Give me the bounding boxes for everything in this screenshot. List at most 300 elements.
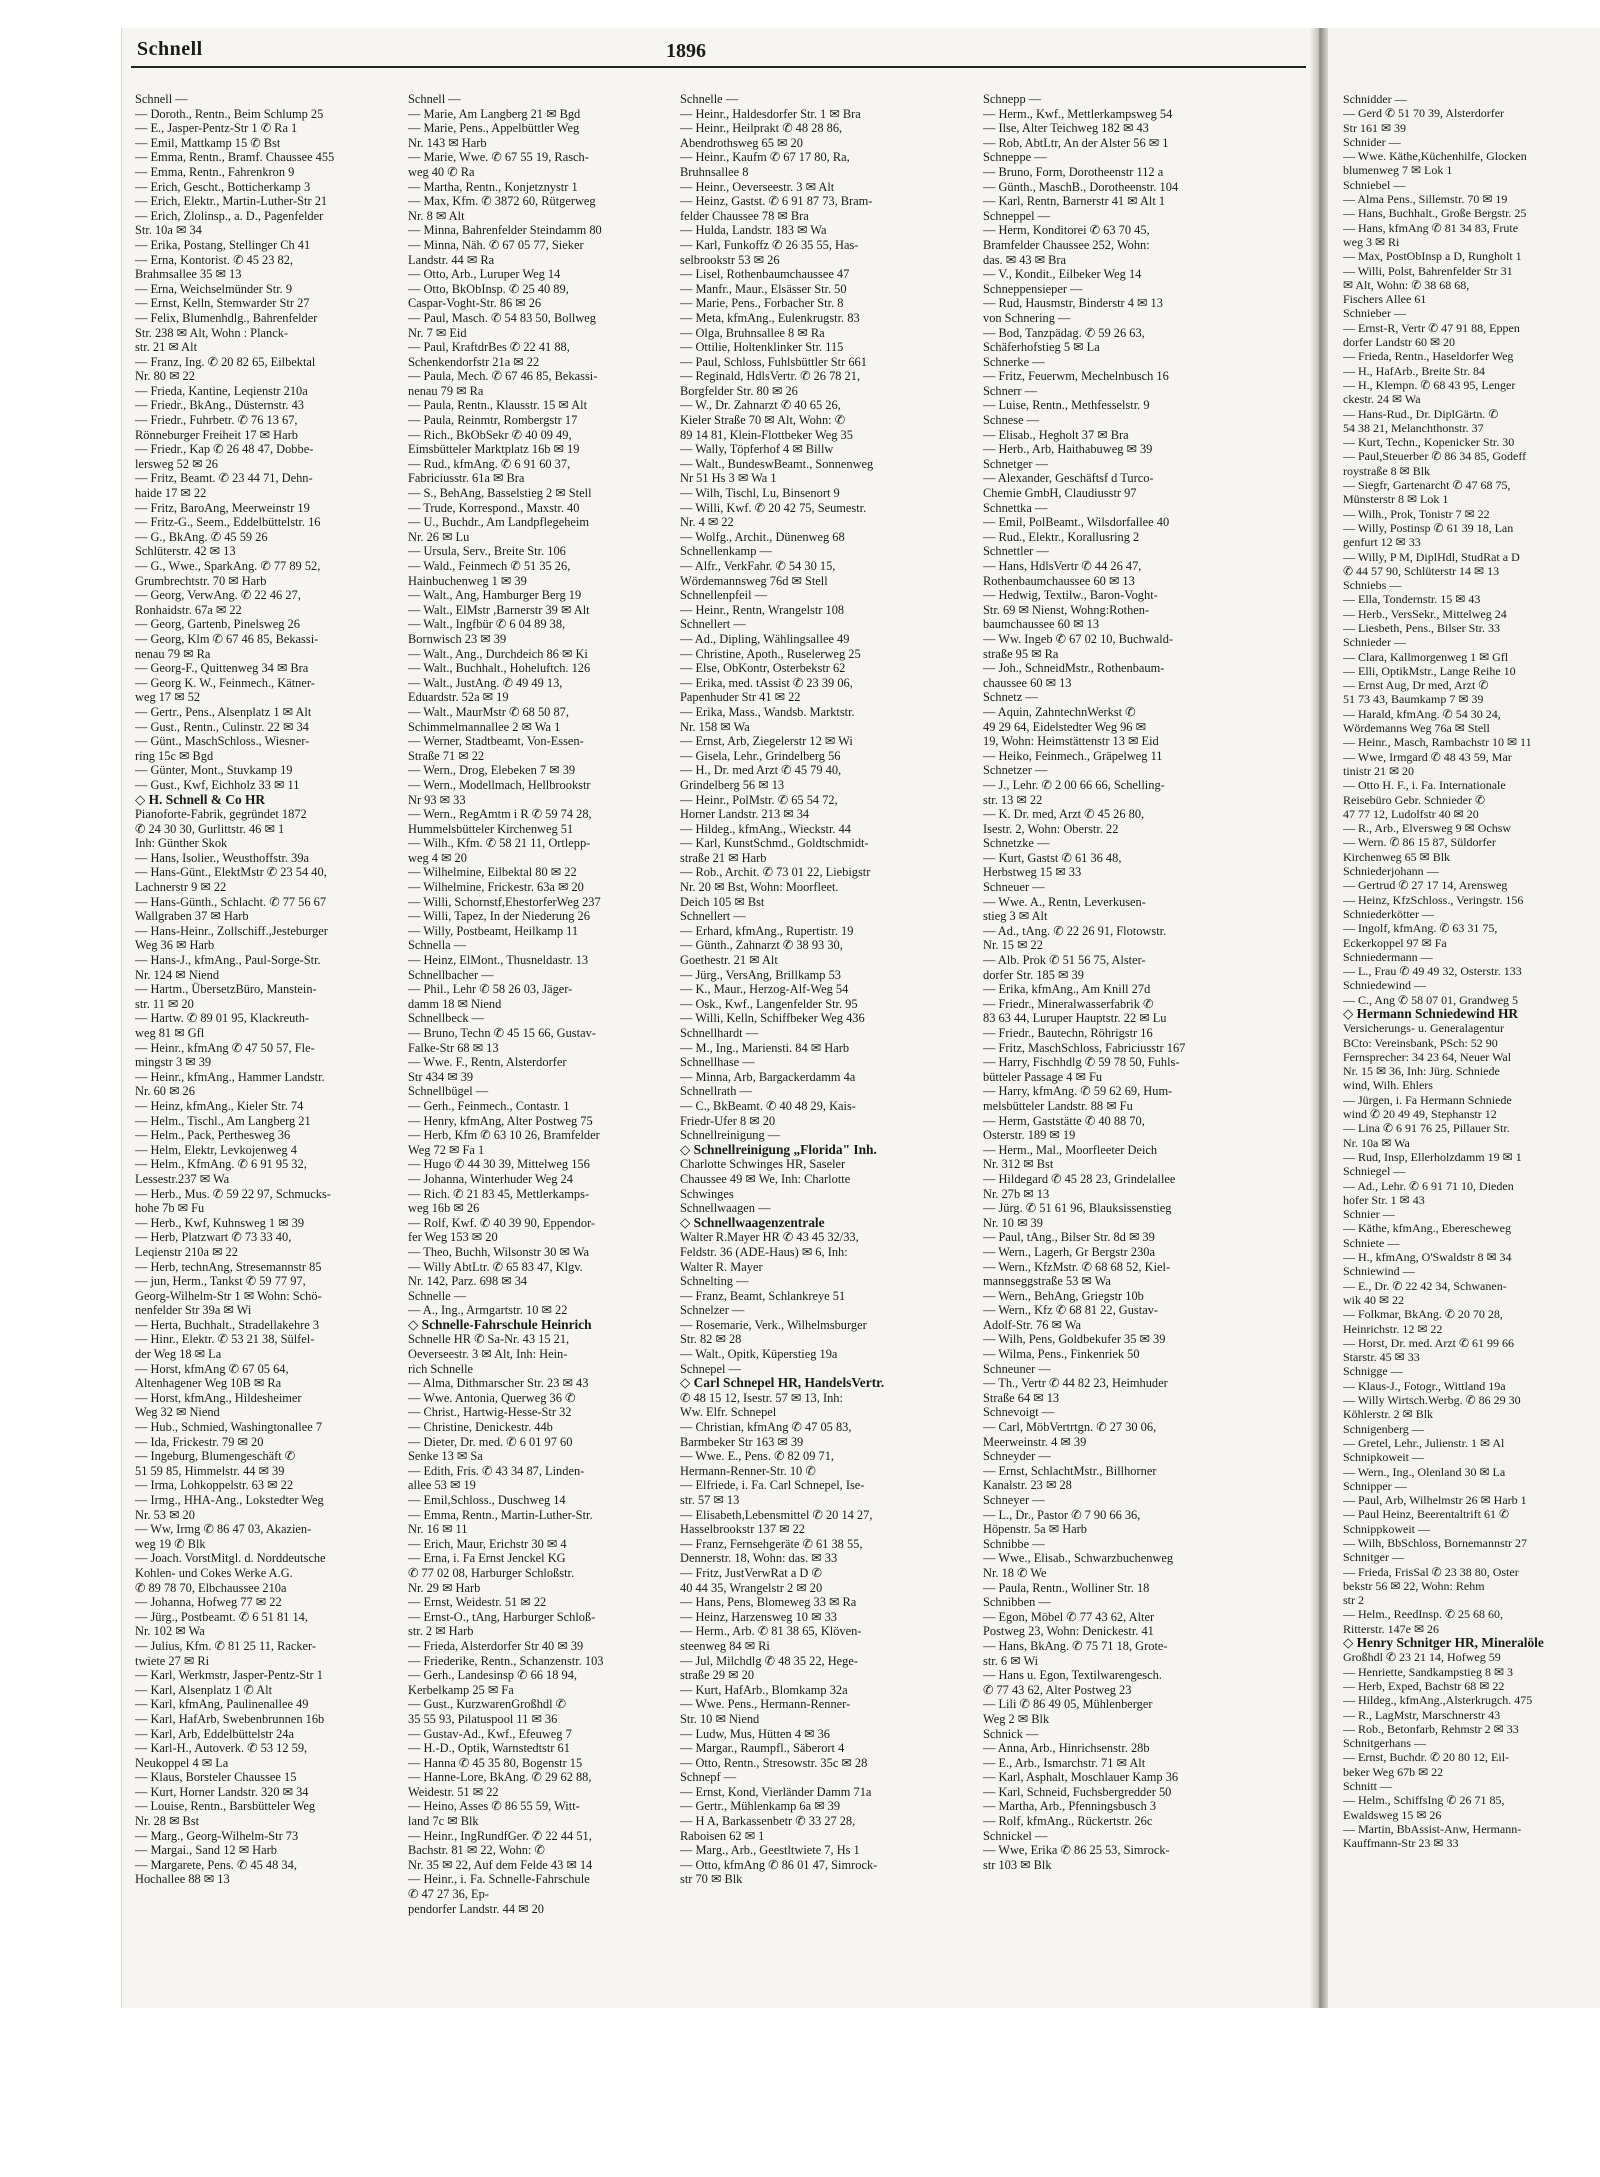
directory-entry-line: — Martha, Arb., Pfenningsbusch 3 bbox=[983, 1799, 1157, 1814]
directory-entry-line: hofer Str. 1 ✉ 43 bbox=[1343, 1192, 1425, 1207]
directory-entry-line: Friedr-Ufer 8 ✉ 20 bbox=[680, 1113, 776, 1128]
directory-entry-line: Nr. 142, Parz. 698 ✉ 34 bbox=[408, 1274, 528, 1289]
directory-entry-line: — Otto, kfmAng ✆ 86 01 47, Simrock- bbox=[680, 1857, 878, 1872]
directory-entry-line: — Olga, Bruhnsallee 8 ✉ Ra bbox=[680, 325, 825, 340]
directory-entry-line: — Kurt, HafArb., Blomkamp 32a bbox=[680, 1682, 848, 1697]
directory-entry-line: Nr. 80 ✉ 22 bbox=[135, 369, 195, 384]
directory-entry-line: Deich 105 ✉ Bst bbox=[680, 894, 765, 909]
directory-entry-line: Schnitt — bbox=[1343, 1779, 1393, 1794]
directory-entry-line: — Walt., Buchhalt., Hoheluftch. 126 bbox=[408, 661, 591, 676]
directory-entry-line: Schnipkoweit — bbox=[1343, 1450, 1424, 1465]
directory-entry-line: — Franz, Fernsehgeräte ✆ 61 38 55, bbox=[680, 1536, 863, 1551]
directory-entry-line: — Klaus-J., Fotogr., Wittland 19a bbox=[1343, 1378, 1506, 1393]
directory-entry-line: — Frieda, Alsterdorfer Str 40 ✉ 39 bbox=[408, 1638, 584, 1653]
directory-entry-line: Schniederkötter — bbox=[1343, 906, 1434, 921]
directory-entry-line: 51 59 85, Himmelstr. 44 ✉ 39 bbox=[135, 1463, 285, 1478]
header-rule bbox=[131, 66, 1306, 68]
directory-entry-line: — Gertr., Pens., Alsenplatz 1 ✉ Alt bbox=[135, 704, 312, 719]
directory-entry-line: Schniete — bbox=[1343, 1235, 1400, 1250]
directory-entry-line: — Rosemarie, Verk., Wilhelmsburger bbox=[680, 1317, 867, 1332]
directory-entry-line: Wördemannsweg 76d ✉ Stell bbox=[680, 573, 828, 588]
directory-entry-line: Landstr. 44 ✉ Ra bbox=[408, 252, 495, 267]
directory-entry-line: damm 18 ✉ Niend bbox=[408, 996, 502, 1011]
directory-entry-line: Schnidder — bbox=[1343, 92, 1407, 106]
directory-entry-line: — Heinr., Haldesdorfer Str. 1 ✉ Bra bbox=[680, 106, 861, 121]
directory-entry-line: — Otto, Rentn., Stresowstr. 35c ✉ 28 bbox=[680, 1755, 868, 1770]
directory-entry-line: — Wwe. Pens., Hermann-Renner- bbox=[680, 1697, 851, 1712]
directory-entry-line: Neukoppel 4 ✉ La bbox=[135, 1755, 229, 1770]
directory-entry-line: — Hildeg., kfmAng.,Alsterkrugch. 475 bbox=[1343, 1693, 1533, 1708]
book-spine bbox=[1310, 28, 1328, 2008]
directory-entry-line: — Helm, Elektr, Levkojenweg 4 bbox=[135, 1142, 297, 1157]
directory-entry-line: — Hans-Günt., ElektMstr ✆ 23 54 40, bbox=[135, 865, 327, 880]
directory-entry-line: — Jürg. ✆ 51 61 96, Blauksissenstieg bbox=[983, 1201, 1172, 1216]
directory-entry-line: — Heinr., Masch, Rambachstr 10 ✉ 11 bbox=[1343, 735, 1532, 750]
directory-entry-line: — Helm., Tischl., Am Langberg 21 bbox=[135, 1113, 311, 1128]
directory-entry-line: — Alexander, Geschäftsf d Turco- bbox=[983, 471, 1154, 486]
directory-entry-line: ckestr. 24 ✉ Wa bbox=[1343, 392, 1421, 407]
directory-entry-line: — Karl, Alsenplatz 1 ✆ Alt bbox=[135, 1682, 273, 1697]
directory-entry-line: Feldstr. 36 (ADE-Haus) ✉ 6, Inh: bbox=[680, 1244, 848, 1259]
directory-entry-line: — Max, Kfm. ✆ 3872 60, Rütgerweg bbox=[408, 194, 596, 209]
directory-entry-line: — Minna, Bahrenfelder Steindamm 80 bbox=[408, 223, 602, 238]
directory-entry-line: — Herb, technAng, Stresemannstr 85 bbox=[135, 1259, 322, 1274]
directory-entry-line: — Joach. VorstMitgl. d. Norddeutsche bbox=[135, 1551, 326, 1566]
directory-entry-line: Schnepp — bbox=[983, 92, 1042, 106]
directory-entry-line: — Wally, Töpferhof 4 ✉ Billw bbox=[680, 442, 834, 457]
directory-entry-line: — Ad., tAng. ✆ 22 26 91, Flotowstr. bbox=[983, 923, 1167, 938]
directory-entry-line: — Hans-Günth., Schlacht. ✆ 77 56 67 bbox=[135, 894, 327, 909]
directory-entry-line: — H., Klempn. ✆ 68 43 95, Lenger bbox=[1343, 377, 1516, 392]
directory-entry-line: Abendrothsweg 65 ✉ 20 bbox=[680, 135, 803, 150]
directory-entry-line: — Paul, KraftdrBes ✆ 22 41 88, bbox=[408, 340, 570, 355]
directory-entry-line: weg 16b ✉ 26 bbox=[408, 1201, 480, 1216]
directory-entry-line: — Hans-J., kfmAng., Paul-Sorge-Str. bbox=[135, 953, 321, 968]
directory-entry-line: — Ernst, Arb, Ziegelerstr 12 ✉ Wi bbox=[680, 734, 853, 749]
directory-entry-line: Chemie GmbH, Claudiusstr 97 bbox=[983, 486, 1137, 501]
directory-entry-line: weg 81 ✉ Gfl bbox=[135, 1026, 205, 1040]
directory-entry-line: Schimmelmannallee 2 ✉ Wa 1 bbox=[408, 719, 561, 734]
directory-entry-line: Str. 10 ✉ Niend bbox=[680, 1711, 760, 1726]
directory-entry-line: — Herm., Kwf., Mettlerkampsweg 54 bbox=[983, 106, 1173, 121]
directory-entry-line: — Erich, Elektr., Martin-Luther-Str 21 bbox=[135, 194, 328, 209]
directory-entry-line: Grumbrechtstr. 70 ✉ Harb bbox=[135, 573, 267, 588]
directory-entry-line: — Rolf, kfmAng., Rückertstr. 26c bbox=[983, 1814, 1153, 1829]
directory-column-3 bbox=[680, 92, 940, 1997]
directory-entry-line: — Wilhelmine, Eilbektal 80 ✉ 22 bbox=[408, 865, 577, 880]
directory-entry-line: — Wilma, Pens., Finkenriek 50 bbox=[983, 1347, 1140, 1362]
directory-entry-line: — Käthe, kfmAng., Eberescheweg bbox=[1343, 1221, 1511, 1236]
directory-entry-line: Schnella — bbox=[408, 938, 467, 953]
directory-entry-line: ◇ Henry Schnitger HR, Mineralöle bbox=[1343, 1636, 1544, 1651]
directory-entry-line: Nr. 27b ✉ 13 bbox=[983, 1186, 1050, 1201]
directory-entry-line: — Heinr., kfmAng ✆ 47 50 57, Fle- bbox=[135, 1040, 315, 1055]
directory-entry-line: — Horst, kfmAng., Hildesheimer bbox=[135, 1390, 302, 1405]
directory-entry-line: — Rob., Archit. ✆ 73 01 22, Liebigstr bbox=[680, 865, 871, 880]
directory-entry-line: — J., Lehr. ✆ 2 00 66 66, Schelling- bbox=[983, 777, 1165, 792]
directory-entry-line: ✆ 48 15 12, Isestr. 57 ✉ 13, Inh: bbox=[680, 1390, 843, 1405]
directory-entry-line: — Ad., Lehr. ✆ 6 91 71 10, Dieden bbox=[1343, 1178, 1514, 1193]
directory-entry-line: — Werner, Stadtbeamt, Von-Essen- bbox=[408, 734, 584, 749]
directory-entry-line: — Franz, Ing. ✆ 20 82 65, Eilbektal bbox=[135, 354, 316, 369]
directory-entry-line: — Ella, Tondernstr. 15 ✉ 43 bbox=[1343, 592, 1481, 607]
directory-entry-line: — Ernst, SchlachtMstr., Billhorner bbox=[983, 1463, 1157, 1478]
directory-entry-line: ring 15c ✉ Bgd bbox=[135, 748, 214, 763]
directory-entry-line: Nr. 29 ✉ Harb bbox=[408, 1580, 481, 1595]
directory-entry-line: Schniebs — bbox=[1343, 578, 1402, 593]
directory-entry-line: Schnider — bbox=[1343, 134, 1401, 149]
directory-entry-line: Schlüterstr. 42 ✉ 13 bbox=[135, 544, 236, 559]
directory-entry-line: Schnellert — bbox=[680, 617, 746, 632]
directory-entry-line: Fabriciusstr. 61a ✉ Bra bbox=[408, 471, 525, 486]
directory-entry-line: — Ursula, Serv., Breite Str. 106 bbox=[408, 544, 566, 559]
directory-entry-line: — Herb., Mus. ✆ 59 22 97, Schmucks- bbox=[135, 1186, 331, 1201]
directory-entry-line: twiete 27 ✉ Ri bbox=[135, 1653, 210, 1668]
directory-entry-line: Hasselbrookstr 137 ✉ 22 bbox=[680, 1522, 805, 1537]
directory-entry-line: Str 161 ✉ 39 bbox=[1343, 120, 1407, 135]
directory-entry-line: — Folkmar, BkAng. ✆ 20 70 28, bbox=[1343, 1307, 1503, 1322]
directory-entry-line: — Martin, BbAssist-Anw, Hermann- bbox=[1343, 1821, 1522, 1836]
directory-entry-line: land 7c ✉ Blk bbox=[408, 1814, 479, 1829]
directory-entry-line: — Herb., Arb, Haithabuweg ✉ 39 bbox=[983, 442, 1153, 457]
directory-entry-line: — Jürgen, i. Fa Hermann Schniede bbox=[1343, 1092, 1512, 1107]
directory-entry-line: — Wern., Modellmach, Hellbrookstr bbox=[408, 777, 591, 792]
directory-entry-line: — Martha, Rentn., Konjetznystr 1 bbox=[408, 179, 578, 194]
directory-entry-line: Schniedermann — bbox=[1343, 949, 1433, 964]
directory-entry-line: — Hinr., Elektr. ✆ 53 21 38, Sülfel- bbox=[135, 1332, 315, 1347]
directory-entry-line: — A., Ing., Armgartstr. 10 ✉ 22 bbox=[408, 1303, 568, 1318]
directory-entry-line: — Hans, Isolier., Weusthoffstr. 39a bbox=[135, 850, 310, 865]
directory-entry-line: — Liesbeth, Pens., Bilser Str. 33 bbox=[1343, 620, 1500, 635]
directory-entry-line: Fernsprecher: 34 23 64, Neuer Wal bbox=[1343, 1049, 1512, 1064]
directory-entry-line: str 103 ✉ Blk bbox=[983, 1857, 1052, 1872]
directory-entry-line: — Erna, Kontorist. ✆ 45 23 82, bbox=[135, 252, 294, 267]
directory-entry-line: — Herb., Kwf, Kuhnsweg 1 ✉ 39 bbox=[135, 1215, 305, 1230]
directory-entry-line: — Minna, Arb, Bargackerdamm 4a bbox=[680, 1069, 856, 1084]
directory-entry-line: Schnelting — bbox=[680, 1274, 749, 1289]
directory-entry-line: Raboisen 62 ✉ 1 bbox=[680, 1828, 765, 1843]
directory-entry-line: Schnelle — bbox=[408, 1288, 467, 1303]
directory-entry-line: Köhlerstr. 2 ✉ Blk bbox=[1343, 1407, 1434, 1422]
directory-entry-line: Straße 64 ✉ 13 bbox=[983, 1390, 1060, 1405]
directory-entry-line: haide 17 ✉ 22 bbox=[135, 486, 207, 501]
directory-entry-line: 89 14 81, Klein-Flottbeker Weg 35 bbox=[680, 427, 853, 442]
directory-entry-line: Hermann-Renner-Str. 10 ✆ bbox=[680, 1463, 816, 1478]
directory-entry-line: — Gustav-Ad., Kwf., Efeuweg 7 bbox=[408, 1726, 572, 1741]
directory-entry-line: — Elfriede, i. Fa. Carl Schnepel, Ise- bbox=[680, 1478, 865, 1493]
directory-entry-line: Schnell — bbox=[408, 92, 461, 106]
directory-entry-line: — Helm., SchiffsIng ✆ 26 71 85, bbox=[1343, 1793, 1505, 1808]
directory-entry-line: Wördemanns Weg 76a ✉ Stell bbox=[1343, 721, 1490, 736]
directory-entry-line: Schniegel — bbox=[1343, 1164, 1406, 1179]
directory-entry-line: Schnetz — bbox=[983, 690, 1038, 705]
directory-entry-line: — Minna, Näh. ✆ 67 05 77, Sieker bbox=[408, 237, 584, 252]
running-head-name: Schnell bbox=[137, 38, 203, 60]
directory-entry-line: Schneyder — bbox=[983, 1449, 1051, 1464]
directory-entry-line: Schneuer — bbox=[983, 880, 1045, 895]
directory-entry-line: — Rob, AbtLtr, An der Alster 56 ✉ 1 bbox=[983, 135, 1169, 150]
directory-entry-line: Schnellreinigung — bbox=[680, 1128, 781, 1143]
directory-entry-line: — Ernst, Kelln, Stemwarder Str 27 bbox=[135, 296, 310, 311]
directory-entry-line: Ritterstr. 147e ✉ 26 bbox=[1343, 1621, 1440, 1636]
directory-entry-line: — Erika, Postang, Stellinger Ch 41 bbox=[135, 237, 311, 252]
directory-entry-line: str. 11 ✉ 20 bbox=[135, 996, 194, 1011]
directory-entry-line: 51 73 43, Baumkamp 7 ✉ 39 bbox=[1343, 692, 1484, 707]
directory-entry-line: straße 21 ✉ Harb bbox=[680, 850, 767, 865]
directory-entry-line: — Klaus, Borsteler Chaussee 15 bbox=[135, 1770, 297, 1785]
directory-entry-line: str. 57 ✉ 13 bbox=[680, 1493, 740, 1507]
directory-entry-line: — Elisabeth,Lebensmittel ✆ 20 14 27, bbox=[680, 1507, 873, 1522]
directory-entry-line: — Manfr., Maur., Elsässer Str. 50 bbox=[680, 281, 847, 296]
directory-entry-line: — Hub., Schmied, Washingtonallee 7 bbox=[135, 1420, 323, 1435]
directory-entry-line: — Marie, Am Langberg 21 ✉ Bgd bbox=[408, 106, 581, 121]
directory-entry-line: — Willi, Kwf. ✆ 20 42 75, Seumestr. bbox=[680, 500, 867, 515]
directory-column-4 bbox=[983, 92, 1303, 1997]
directory-entry-line: — E., Arb., Ismarchstr. 71 ✉ Alt bbox=[983, 1755, 1146, 1770]
directory-entry-line: ✉ Alt, Wohn: ✆ 38 68 68, bbox=[1343, 277, 1470, 292]
directory-entry-line: — Osk., Kwf., Langenfelder Str. 95 bbox=[680, 996, 858, 1011]
directory-entry-line: Nr. 8 ✉ Alt bbox=[408, 208, 465, 223]
directory-entry-line: — Willy, P M, DiplHdl, StudRat a D bbox=[1343, 549, 1520, 564]
directory-entry-line: wind ✆ 20 49 49, Stephanstr 12 bbox=[1343, 1107, 1497, 1122]
directory-entry-line: Schnell — bbox=[135, 92, 188, 106]
directory-entry-line: von Schnering — bbox=[983, 310, 1071, 325]
directory-entry-line: — Walt., MaurMstr ✆ 68 50 87, bbox=[408, 704, 569, 719]
directory-entry-line: — Elli, OptikMstr., Lange Reihe 10 bbox=[1343, 663, 1516, 678]
directory-entry-line: Eimsbütteler Marktplatz 16b ✉ 19 bbox=[408, 442, 580, 457]
directory-entry-line: — Georg, Gartenb, Pinelsweg 26 bbox=[135, 617, 300, 632]
directory-entry-line: — Trude, Korrespond., Maxstr. 40 bbox=[408, 500, 580, 515]
directory-entry-line: — Heinr., i. Fa. Schnelle-Fahrschule bbox=[408, 1872, 590, 1887]
directory-entry-line: — Ingeburg, Blumengeschäft ✆ bbox=[135, 1449, 296, 1464]
directory-entry-line: — Heinz, kfmAng., Kieler Str. 74 bbox=[135, 1098, 304, 1113]
directory-entry-line: — H., HafArb., Breite Str. 84 bbox=[1343, 363, 1485, 378]
directory-entry-line: weg 4 ✉ 20 bbox=[408, 850, 467, 865]
directory-entry-line: Kohlen- und Cokes Werke A.G. bbox=[135, 1565, 293, 1580]
directory-entry-line: — Karl, Rentn, Barnerstr 41 ✉ Alt 1 bbox=[983, 194, 1166, 209]
directory-entry-line: — Wern., Lagerh, Gr Bergstr 230a bbox=[983, 1244, 1155, 1259]
directory-entry-line: — Aquin, ZahntechnWerkst ✆ bbox=[983, 704, 1136, 719]
directory-entry-line: — Heinz, KfzSchloss., Veringstr. 156 bbox=[1343, 892, 1524, 907]
directory-entry-line: Schneppe — bbox=[983, 150, 1047, 165]
directory-entry-line: — Wilhelmine, Frickestr. 63a ✉ 20 bbox=[408, 880, 584, 895]
directory-entry-line: — H A, Barkassenbetr ✆ 33 27 28, bbox=[680, 1814, 856, 1829]
directory-entry-line: — Herm, Konditorei ✆ 63 70 45, bbox=[983, 223, 1150, 238]
directory-entry-line: — Hedwig, Textilw., Baron-Voght- bbox=[983, 588, 1158, 603]
directory-entry-line: allee 53 ✉ 19 bbox=[408, 1478, 476, 1493]
directory-entry-line: — Rud, Insp, Ellerholzdamm 19 ✉ 1 bbox=[1343, 1149, 1522, 1164]
directory-entry-line: — Ernst, Weidestr. 51 ✉ 22 bbox=[408, 1595, 547, 1610]
directory-entry-line: — Hans-Heinr., Zollschiff.,Jesteburger bbox=[135, 923, 328, 938]
directory-entry-line: — Friedr., Kap ✆ 26 48 47, Dobbe- bbox=[135, 442, 314, 457]
directory-entry-line: — Horst, kfmAng ✆ 67 05 64, bbox=[135, 1361, 289, 1376]
directory-entry-line: — Siegfr, Gartenarcht ✆ 47 68 75, bbox=[1343, 478, 1511, 493]
directory-entry-line: — R., Arb., Elversweg 9 ✉ Ochsw bbox=[1343, 821, 1512, 836]
directory-entry-line: — Gerh., Feinmech., Contastr. 1 bbox=[408, 1098, 570, 1113]
directory-entry-line: — Willi, Polst, Bahrenfelder Str 31 bbox=[1343, 263, 1513, 278]
directory-entry-line: Schenkendorfstr 21a ✉ 22 bbox=[408, 354, 540, 369]
directory-entry-line: Str 434 ✉ 39 bbox=[408, 1069, 474, 1084]
directory-entry-line: ◇ Schnellreinigung „Florida" Inh. bbox=[680, 1142, 877, 1157]
directory-entry-line: — Phil., Lehr ✆ 58 26 03, Jäger- bbox=[408, 982, 573, 997]
directory-entry-line: — Alb. Prok ✆ 51 56 75, Alster- bbox=[983, 953, 1146, 968]
directory-entry-line: — Ww, Irmg ✆ 86 47 03, Akazien- bbox=[135, 1522, 312, 1537]
directory-entry-line: — jun, Herm., Tankst ✆ 59 77 97, bbox=[135, 1274, 306, 1289]
directory-entry-line: Lessestr.237 ✉ Wa bbox=[135, 1171, 230, 1186]
directory-entry-line: — Fritz, BaroAng, Meerweinstr 19 bbox=[135, 500, 310, 515]
directory-entry-line: — Christine, Apoth., Ruselerweg 25 bbox=[680, 646, 861, 661]
directory-entry-line: Altenhagener Weg 10B ✉ Ra bbox=[135, 1376, 282, 1391]
directory-entry-line: — Otto, BkObInsp. ✆ 25 40 89, bbox=[408, 281, 569, 296]
directory-entry-line: Bramfelder Chaussee 252, Wohn: bbox=[983, 237, 1150, 252]
directory-entry-line: pendorfer Landstr. 44 ✉ 20 bbox=[408, 1901, 544, 1916]
directory-entry-line: — Johanna, Winterhuder Weg 24 bbox=[408, 1171, 573, 1186]
directory-entry-line: Schnibben — bbox=[983, 1595, 1051, 1610]
directory-entry-line: — Wwe, Irmgard ✆ 48 43 59, Mar bbox=[1343, 749, 1512, 764]
directory-entry-line: — Wern., Ing., Olenland 30 ✉ La bbox=[1343, 1464, 1506, 1479]
directory-entry-line: — Ludw, Mus, Hütten 4 ✉ 36 bbox=[680, 1726, 830, 1741]
directory-entry-line: — Karl-H., Autoverk. ✆ 53 12 59, bbox=[135, 1741, 308, 1756]
directory-entry-line: roystraße 8 ✉ Blk bbox=[1343, 463, 1431, 478]
directory-entry-line: — Henry, kfmAng, Alter Postweg 75 bbox=[408, 1113, 593, 1128]
directory-entry-line: — Hugo ✆ 44 30 39, Mittelweg 156 bbox=[408, 1157, 590, 1172]
directory-entry-line: — Gerd ✆ 51 70 39, Alsterdorfer bbox=[1343, 106, 1505, 121]
directory-entry-line: ✆ 44 57 90, Schlüterstr 14 ✉ 13 bbox=[1343, 563, 1500, 578]
directory-entry-line: Nr. 26 ✉ Lu bbox=[408, 529, 470, 544]
directory-entry-line: — Walt., Ingfbür ✆ 6 04 89 38, bbox=[408, 617, 566, 632]
directory-entry-line: mannseggstraße 53 ✉ Wa bbox=[983, 1274, 1111, 1289]
directory-entry-line: Nr 93 ✉ 33 bbox=[408, 792, 466, 807]
directory-entry-line: Fischers Allee 61 bbox=[1343, 292, 1427, 307]
directory-entry-line: — Walt., ElMstr ,Barnerstr 39 ✉ Alt bbox=[408, 602, 590, 617]
directory-entry-line: — Wwe. Käthe,Küchenhilfe, Glocken bbox=[1343, 149, 1527, 164]
directory-entry-line: — Wilh, Tischl, Lu, Binsenort 9 bbox=[680, 486, 840, 501]
directory-entry-line: — Karl, kfmAng, Paulinenallee 49 bbox=[135, 1697, 309, 1712]
directory-entry-line: Weg 72 ✉ Fa 1 bbox=[408, 1142, 485, 1157]
directory-entry-line: Nr. 312 ✉ Bst bbox=[983, 1157, 1054, 1172]
directory-entry-line: — Gertr., Mühlenkamp 6a ✉ 39 bbox=[680, 1799, 841, 1814]
directory-entry-line: — Rich., BkObSekr ✆ 40 09 49, bbox=[408, 427, 572, 442]
directory-entry-line: felder Chaussee 78 ✉ Bra bbox=[680, 208, 809, 223]
directory-entry-line: — Wwe, Erika ✆ 86 25 53, Simrock- bbox=[983, 1843, 1170, 1858]
directory-entry-line: — Wwe. F., Rentn, Alsterdorfer bbox=[408, 1055, 567, 1070]
directory-entry-line: Oeverseestr. 3 ✉ Alt, Inh: Hein- bbox=[408, 1347, 568, 1362]
directory-entry-line: str. 2 ✉ Harb bbox=[408, 1624, 474, 1639]
directory-entry-line: Leqienstr 210a ✉ 22 bbox=[135, 1244, 238, 1259]
directory-entry-line: — Christine, Denickestr. 44b bbox=[408, 1420, 553, 1435]
directory-entry-line: — Edith, Fris. ✆ 43 34 87, Linden- bbox=[408, 1463, 585, 1478]
directory-entry-line: ✆ 24 30 30, Gurlittstr. 46 ✉ 1 bbox=[135, 821, 285, 836]
directory-entry-line: — Emil, Mattkamp 15 ✆ Bst bbox=[135, 135, 281, 150]
directory-entry-line: Rönneburger Freiheit 17 ✉ Harb bbox=[135, 427, 298, 442]
directory-entry-line: beker Weg 67b ✉ 22 bbox=[1343, 1764, 1444, 1779]
directory-entry-line: — Hildegard ✆ 45 28 23, Grindelallee bbox=[983, 1171, 1176, 1186]
directory-entry-line: — Bod, Tanzpädag. ✆ 59 26 63, bbox=[983, 325, 1145, 340]
directory-entry-line: — Friedr., Mineralwasserfabrik ✆ bbox=[983, 996, 1154, 1011]
directory-entry-line: Ww. Elfr. Schnepel bbox=[680, 1405, 777, 1420]
directory-entry-line: — Günth., Zahnarzt ✆ 38 93 30, bbox=[680, 938, 843, 953]
directory-entry-line: — Heinz, ElMont., Thusneldastr. 13 bbox=[408, 953, 589, 968]
directory-entry-line: — L., Dr., Pastor ✆ 7 90 66 36, bbox=[983, 1507, 1141, 1522]
directory-entry-line: blumenweg 7 ✉ Lok 1 bbox=[1343, 163, 1453, 178]
directory-entry-line: Kirchenweg 65 ✉ Blk bbox=[1343, 849, 1451, 864]
directory-entry-line: — Wilh., Kfm. ✆ 58 21 11, Ortlepp- bbox=[408, 836, 591, 851]
directory-entry-line: hohe 7b ✉ Fu bbox=[135, 1201, 205, 1216]
directory-entry-line: — Bruno, Techn ✆ 45 15 66, Gustav- bbox=[408, 1026, 596, 1040]
directory-entry-line: chaussee 60 ✉ 13 bbox=[983, 675, 1072, 690]
directory-entry-line: Charlotte Schwinges HR, Saseler bbox=[680, 1157, 846, 1172]
directory-entry-line: Schnitgerhans — bbox=[1343, 1736, 1426, 1751]
directory-entry-line: Münsterstr 8 ✉ Lok 1 bbox=[1343, 492, 1449, 507]
directory-entry-line: Postweg 23, Wohn: Denickestr. 41 bbox=[983, 1624, 1154, 1639]
directory-entry-line: — Harry, Fischhdlg ✆ 59 78 50, Fuhls- bbox=[983, 1055, 1180, 1070]
directory-entry-line: Goethestr. 21 ✉ Alt bbox=[680, 953, 778, 968]
directory-entry-line: Starstr. 45 ✉ 33 bbox=[1343, 1350, 1420, 1365]
directory-entry-line: Inh: Günther Skok bbox=[135, 836, 228, 851]
directory-entry-line: Weg 2 ✉ Blk bbox=[983, 1711, 1050, 1726]
directory-entry-line: Nr. 53 ✉ 20 bbox=[135, 1507, 195, 1522]
directory-entry-line: Chaussee 49 ✉ We, Inh: Charlotte bbox=[680, 1171, 851, 1186]
directory-entry-line: — Karl, Arb, Eddelbüttelstr 24a bbox=[135, 1726, 294, 1741]
directory-entry-line: Kauffmann-Str 23 ✉ 33 bbox=[1343, 1836, 1459, 1851]
directory-entry-line: Str. 10a ✉ 34 bbox=[135, 223, 202, 238]
directory-entry-line: Großhdl ✆ 23 21 14, Hofweg 59 bbox=[1343, 1650, 1501, 1665]
directory-entry-line: — V., Kondit., Eilbeker Weg 14 bbox=[983, 267, 1142, 282]
directory-entry-line: Nr. 15 ✉ 22 bbox=[983, 938, 1043, 953]
directory-entry-line: — Erna, Weichselmünder Str. 9 bbox=[135, 281, 293, 296]
directory-entry-line: — Ilse, Alter Teichweg 182 ✉ 43 bbox=[983, 121, 1149, 136]
directory-entry-line: Schneppensieper — bbox=[983, 281, 1083, 296]
directory-entry-line: — Reginald, HdlsVertr. ✆ 26 78 21, bbox=[680, 369, 861, 384]
directory-entry-line: — Rud., kfmAng. ✆ 6 91 60 37, bbox=[408, 456, 571, 471]
directory-entry-line: — Herm, Gaststätte ✆ 40 88 70, bbox=[983, 1113, 1145, 1128]
directory-entry-line: Schneuner — bbox=[983, 1361, 1051, 1376]
directory-entry-line: — Rolf, Kwf. ✆ 40 39 90, Eppendor- bbox=[408, 1215, 596, 1230]
directory-entry-line: Schnellhase — bbox=[680, 1055, 755, 1070]
directory-entry-line: — Hans, kfmAng ✆ 81 34 83, Frute bbox=[1343, 220, 1519, 235]
directory-entry-line: Schnelle — bbox=[680, 92, 739, 106]
directory-entry-line: — H., kfmAng, O'Swaldstr 8 ✉ 34 bbox=[1343, 1250, 1512, 1265]
directory-entry-line: str 70 ✉ Blk bbox=[680, 1872, 743, 1887]
directory-entry-line: — Wern., RegAmtm i R ✆ 59 74 28, bbox=[408, 807, 592, 822]
directory-entry-line: genfurt 12 ✉ 33 bbox=[1343, 535, 1421, 550]
directory-entry-line: rich Schnelle bbox=[408, 1361, 474, 1376]
directory-entry-line: Str. 82 ✉ 28 bbox=[680, 1332, 742, 1347]
directory-entry-line: — Alma, Dithmarscher Str. 23 ✉ 43 bbox=[408, 1376, 589, 1391]
directory-entry-line: Schniewind — bbox=[1343, 1264, 1415, 1279]
directory-entry-line: — Günth., MaschB., Dorotheenstr. 104 bbox=[983, 179, 1179, 194]
directory-entry-line: Schnerke — bbox=[983, 354, 1045, 369]
directory-entry-line: — Otto H. F., i. Fa. Internationale bbox=[1343, 778, 1506, 793]
directory-entry-line: — Marie, Pens., Forbacher Str. 8 bbox=[680, 296, 844, 311]
directory-entry-line: — Heino, Asses ✆ 86 55 59, Witt- bbox=[408, 1799, 580, 1814]
directory-entry-line: Nr. 15 ✉ 36, Inh: Jürg. Schniede bbox=[1343, 1064, 1500, 1079]
directory-entry-line: — Luise, Rentn., Methfesselstr. 9 bbox=[983, 398, 1150, 413]
directory-entry-line: ✆ 47 27 36, Ep- bbox=[408, 1887, 489, 1902]
directory-entry-line: — Willy Wirtsch.Werbg. ✆ 86 29 30 bbox=[1343, 1393, 1521, 1408]
directory-entry-line: — Johanna, Hofweg 77 ✉ 22 bbox=[135, 1595, 282, 1610]
directory-entry-line: Brahmsallee 35 ✉ 13 bbox=[135, 267, 242, 282]
directory-entry-line: — Paul, Schloss, Fuhlsbüttler Str 661 bbox=[680, 354, 867, 369]
directory-entry-line: dorfer Str. 185 ✉ 39 bbox=[983, 967, 1084, 982]
directory-entry-line: — Willi, Schornstf,EhestorferWeg 237 bbox=[408, 894, 601, 909]
directory-entry-line: — Wern., KfzMstr. ✆ 68 68 52, Kiel- bbox=[983, 1259, 1171, 1274]
directory-entry-line: der Weg 18 ✉ La bbox=[135, 1347, 222, 1362]
directory-entry-line: — Gust., Kwf, Eichholz 33 ✉ 11 bbox=[135, 777, 300, 792]
directory-entry-line: Schnepel — bbox=[680, 1361, 741, 1376]
directory-entry-line: weg 19 ✆ Blk bbox=[135, 1536, 206, 1551]
directory-entry-line: lersweg 52 ✉ 26 bbox=[135, 456, 218, 471]
